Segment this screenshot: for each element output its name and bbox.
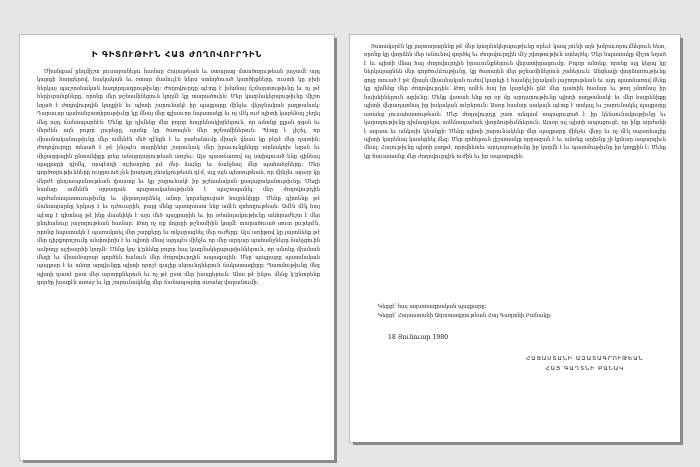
closing-line-1: Կեցցէ՛ հայ ազատագրական պայքարը։ xyxy=(378,304,487,310)
closing-line-2: Կեցցէ՛ Հայաստանի Ազատագրութեան Հայ Գաղտնի Բանակը։ xyxy=(378,312,552,319)
left-page-body-text: Միանգամ ընդմիշտ լուսաբանելու համար Հայութեան եւ օտարաց մտածողութեան յաջամէ այդ կարգի հարցերով, հայկական եւ օտար մամուլէն ներս ստեղծուած կարծիքները, ուստի կը բխի ներկայ պաշտօնական հաղորդագրութիւնը։ Ժողովուրդը պէտք է իմանայ ճշմարտութիւնը եւ ոչ թէ հերիւրանքները, որոնք մեր թշնամիներուն կողմէ կը տարածուին։ Մեր կազմակերպութիւնը միշտ եղած է ժողովուրդին կողքին եւ պիտի շարունակէ իր պայքարը մինչեւ վերջնական յաղթանակ։ Դարաւոր պահանջատիրութիւնը կը մնայ մեր գլխաւոր նպատակը եւ ոչ մէկ ուժ պիտի կարենայ շեղել մեզ այդ ճանապարհէն։ Մենք կը դիմենք մեր բոլոր հայրենակիցներուն, որ անոնք ըլլան զգօն եւ մերժեն այն բոլոր լուրերը, որոնք կը ծառայեն մեր թշնամիներուն։ Պէտք է յիշել, որ միասնականութիւնը մեր ամենէն մեծ զէնքն է եւ բաժանումը միայն վնաս կը բերէ մեր դատին։ Ժողովուրդը տեսած է թէ ինչպէս տարիներ շարունակ մեր իրաւունքները ոտնակոխ եղան եւ միջազգային ընտանիքը լռեց անարդարութեան առջեւ։ Այս պատճառով ալ ստիպուած ենք զինեալ պայքարի դիմել, որպէսզի աշխարհը լսէ մեր ձայնը եւ ճանչնայ մեր պահանջները։ Մեր գործողութիւնները ուղղուած չեն խաղաղ բնակչութեան դէմ, այլ այն պետութեան, որ մինչեւ այսօր կը մերժէ ցեղասպանութեան փաստը եւ կը շարունակէ իր թշնամական քաղաքականութիւնը։ Մեզի համար ամենէն սրբազան պարտականութիւնն է պաշտպանել մեր ժողովուրդին արժանապատուութիւնը եւ վերադարձնել անոր կորսնցուցած հայրենիքը։ Մենք գիտենք թէ ճանապարհը երկար է եւ դժուարին, բայց մենք պատրաստ ենք ամէն զոհողութեան։ Ամէն մէկ հայ պէտք է գիտնայ թէ ինք մասնիկն է այս մեծ պայքարին եւ իր օժանդակութիւնը անհրաժեշտ է մեր ընդհանուր յաջողութեան համար։ Թող ոչ ոք մոլորի թշնամիին կողմէ տարածուած սուտ լուրերէն, որոնց նպատակն է պառակտել մեր շարքերը եւ տկարացնել մեր ուժերը։ Այս առիթով կը յայտնենք թէ մեր դիրքորոշումը անփոփոխ է եւ պիտի մնայ այդպէս մինչեւ որ մեր արդար պահանջները ճանչցուին ամբողջ աշխարհի կողմէ։ Մենք կոչ կ՚ընենք բոլոր հայ կազմակերպութիւններուն, որ անոնք միանան մեզի եւ միասնաբար գործեն հանուն մեր ժողովուրդին ապագային։ Մեր պայքարը պատմական պայքար է եւ անոր արդիւնքը պիտի որոշէ գալիք սերունդներուն ճակատագիրը։ Պատմութիւնը մեզ պիտի դատէ ըստ մեր արարքներուն եւ ոչ թէ ըստ մեր խօսքերուն։ Ահա թէ ինչու մենք կ՚ընտրենք գործը խօսքէն առաջ եւ կը շարունակենք մեր ճանապարհը առանց վարանումի։ xyxy=(37,69,320,287)
document-page-left xyxy=(20,35,334,460)
document-page-right xyxy=(350,35,680,442)
document-date: 18 Յունուար 1980 xyxy=(388,334,449,341)
signature-line-1: ՀԱՅԱՍՏԱՆԻ ԱԶԱՏԱԳՐՈՒԹԵԱՆ xyxy=(526,356,644,362)
document-title: Ի ԳԻՏՈՒԹԻՒՆ ՀԱՅ ԺՈՂՈՎՈՒՐԴԻՆ xyxy=(91,49,263,59)
right-page-body-text: Յստակօրէն կը յայտարարենք թէ մեր կազմակերպութիւնը որեւէ կապ չունի այն խմբաւորումներուն հետ, որոնք կը փորձեն մեր անունով գործել եւ ժողովուրդին մէջ շփոթութիւն ստեղծել։ Մեր նպատակը միշտ եղած է եւ պիտի մնայ հայ ժողովուրդին իրաւունքներուն վերատիրացումը։ Բոլոր անոնք, որոնք այլ կերպ կը ներկայացնեն մեր գործունէութիւնը, կը ծառայեն մեր թշնամիներուն շահերուն։ Անցեալի փորձառութիւնը ցոյց տուած է թէ միայն միասնական ուժով կարելի է հասնիլ իրական յաջողութեան եւ այդ պատճառով մենք կը դիմենք մեր ժողովուրդին։ Թող ամէն հայ իր կարելին ընէ մեր դատին համար եւ թող չմոռնայ իր նախնիներուն արիւնը։ Մենք վստահ ենք որ օր մը արդարութիւնը պիտի յաղթանակէ եւ մեր հայրենիքը պիտի վերադառնայ իր իսկական տէրերուն։ Ասոր համար սակայն պէտք է տոկալ եւ շարունակել պայքարը առանց յուսահատութեան։ Մեր ժողովուրդը շատ անգամ ապացուցած է իր կենսունակութիւնը եւ կարողութիւնը դիմադրելու ամենադաժան փորձութիւններուն։ Այսօր ալ պիտի ապացուցէ, որ ինք արժանի է ազատ եւ անկախ կեանքի։ Մենք պիտի շարունակենք մեր պայքարը մինչեւ վերջ եւ ոչ մէկ սպառնալիք պիտի կարենայ կասեցնել մեզ։ Մեր զոհերուն յիշատակը սրբազան է եւ անոնց արիւնը չի կրնար ապարդիւն մնալ։ Հայութիւնը պիտի յաղթէ, որովհետեւ արդարութիւնը իր կողմն է եւ պատմութիւնը իր կողքին է։ Մենք կը հաւատանք մեր ժողովուրդին ուժին եւ իր ապագային։ xyxy=(364,44,666,160)
signature-line-2: ՀԱՅ ԳԱՂՏՆԻ ԲԱՆԱԿ xyxy=(545,366,625,372)
